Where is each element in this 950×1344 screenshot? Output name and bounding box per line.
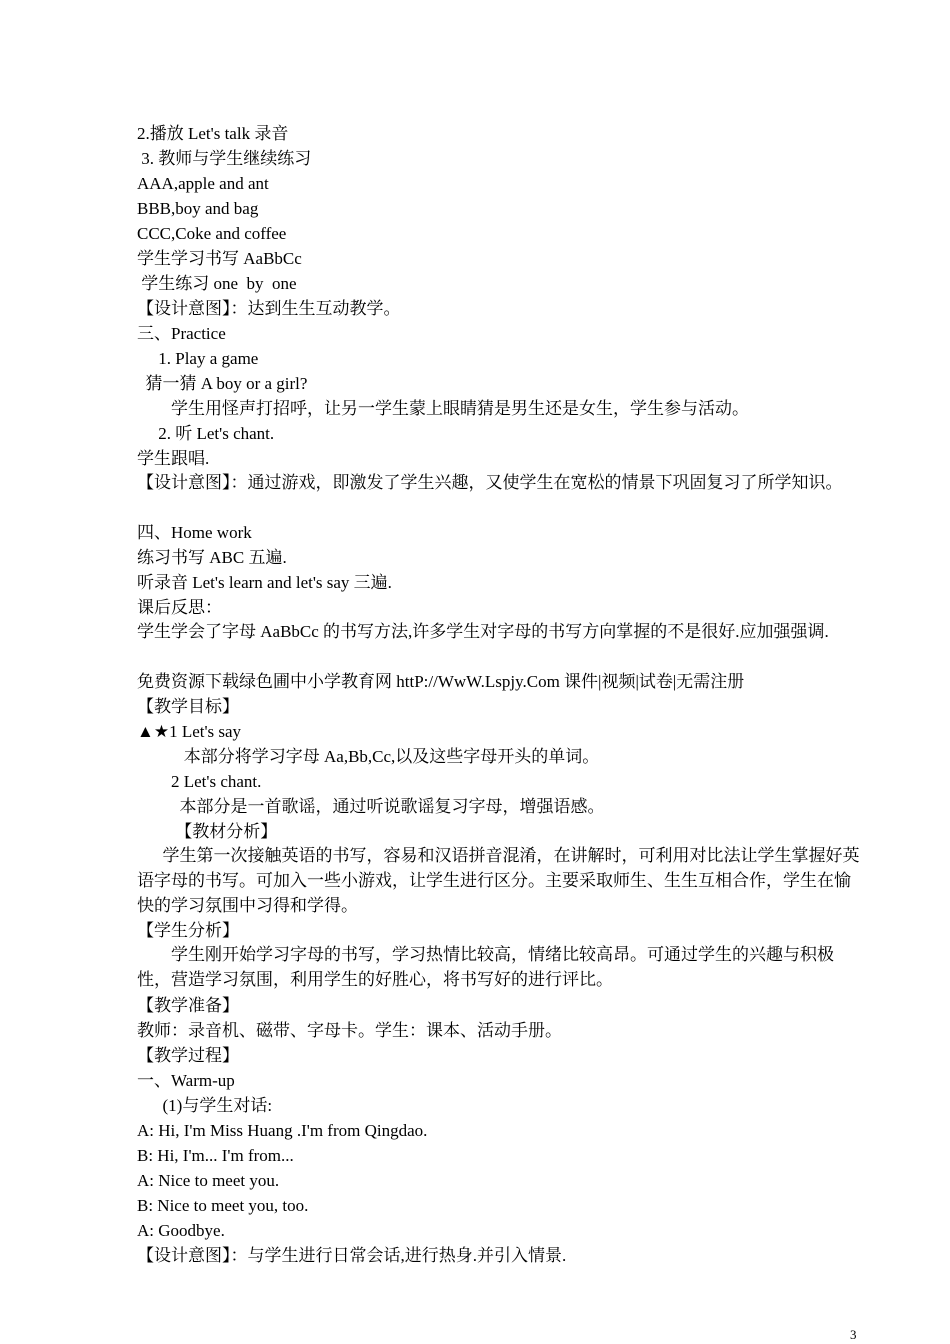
text-line: 听录音 Let's learn and let's say 三遍. — [137, 573, 392, 592]
dialogue-line: A: Goodbye. — [137, 1221, 225, 1240]
text-line: 猜一猜 A boy or a girl? — [137, 374, 308, 393]
text-line: 学生练习 one by one — [137, 274, 297, 293]
text-line: CCC,Coke and coffee — [137, 224, 287, 243]
section-heading: 四、Home work — [137, 523, 252, 542]
text-line: 教师：录音机、磁带、字母卡。学生：课本、活动手册。 — [137, 1021, 562, 1040]
section-heading: 【教学准备】 — [137, 996, 239, 1015]
text-line: 2.播放 Let's talk 录音 — [137, 124, 289, 143]
text-line: 3. 教师与学生继续练习 — [137, 149, 312, 168]
design-intent: 【设计意图】：达到生生互动教学。 — [137, 299, 401, 318]
design-intent: 【设计意图】：通过游戏，即激发了学生兴趣，又使学生在宽松的情景下巩固复习了所学知识。 — [137, 473, 843, 492]
text-line: 学生用怪声打招呼，让另一学生蒙上眼睛猜是男生还是女生，学生参与活动。 — [137, 399, 749, 418]
text-line: AAA,apple and ant — [137, 174, 269, 193]
section-heading: 一、Warm-up — [137, 1071, 235, 1090]
text-line: 练习书写 ABC 五遍. — [137, 548, 287, 567]
text-line: BBB,boy and bag — [137, 199, 259, 218]
text-line: 2 Let's chant. — [137, 772, 262, 791]
section-heading: 【教学目标】 — [137, 697, 239, 716]
dialogue-line: B: Hi, I'm... I'm from... — [137, 1146, 294, 1165]
reflection-paragraph: 学生学会了字母 AaBbCc 的书写方法,许多学生对字母的书写方向掌握的不是很好.应加强强调. — [137, 622, 829, 641]
page-number: 3 — [850, 1327, 857, 1342]
text-line: 课后反思： — [137, 598, 222, 617]
dialogue-line: A: Hi, I'm Miss Huang .I'm from Qingdao. — [137, 1121, 428, 1140]
text-line: 学生学习书写 AaBbCc — [137, 249, 302, 268]
section-heading: 【教学过程】 — [137, 1046, 239, 1065]
section-heading: 【学生分析】 — [137, 921, 239, 940]
text-line: 本部分将学习字母 Aa,Bb,Cc,以及这些字母开头的单词。 — [137, 747, 600, 766]
text-line: 学生跟唱. — [137, 449, 210, 468]
section-heading: 【教材分析】 — [137, 822, 278, 841]
dialogue-line: A: Nice to meet you. — [137, 1171, 280, 1190]
text-line: (1)与学生对话: — [137, 1096, 273, 1115]
text-line: 本部分是一首歌谣，通过听说歌谣复习字母，增强语感。 — [137, 797, 605, 816]
dialogue-line: B: Nice to meet you, too. — [137, 1196, 309, 1215]
text-line: 2. 听 Let's chant. — [137, 424, 275, 443]
material-analysis-paragraph: 学生第一次接触英语的书写，容易和汉语拼音混淆，在讲解时，可利用对比法让学生掌握好英语字母的书写。可加入一些小游戏，让学生进行区分。主要采取师生、生生互相合作，学生在愉快的学习氛围中习得和学得。 — [137, 846, 860, 915]
source-line: 免费资源下载绿色圃中小学教育网 httP://WwW.Lspjy.Com 课件|视频|试卷|无需注册 — [137, 672, 745, 691]
section-heading: 三、Practice — [137, 324, 226, 343]
design-intent: 【设计意图】：与学生进行日常会话,进行热身.并引入情景. — [137, 1246, 567, 1265]
text-line: 1. Play a game — [137, 349, 259, 368]
text-line: ▲★1 Let's say — [137, 722, 242, 741]
student-analysis-paragraph: 学生刚开始学习字母的书写，学习热情比较高，情绪比较高昂。可通过学生的兴趣与积极性，营造学习氛围，利用学生的好胜心，将书写好的进行评比。 — [137, 945, 834, 989]
